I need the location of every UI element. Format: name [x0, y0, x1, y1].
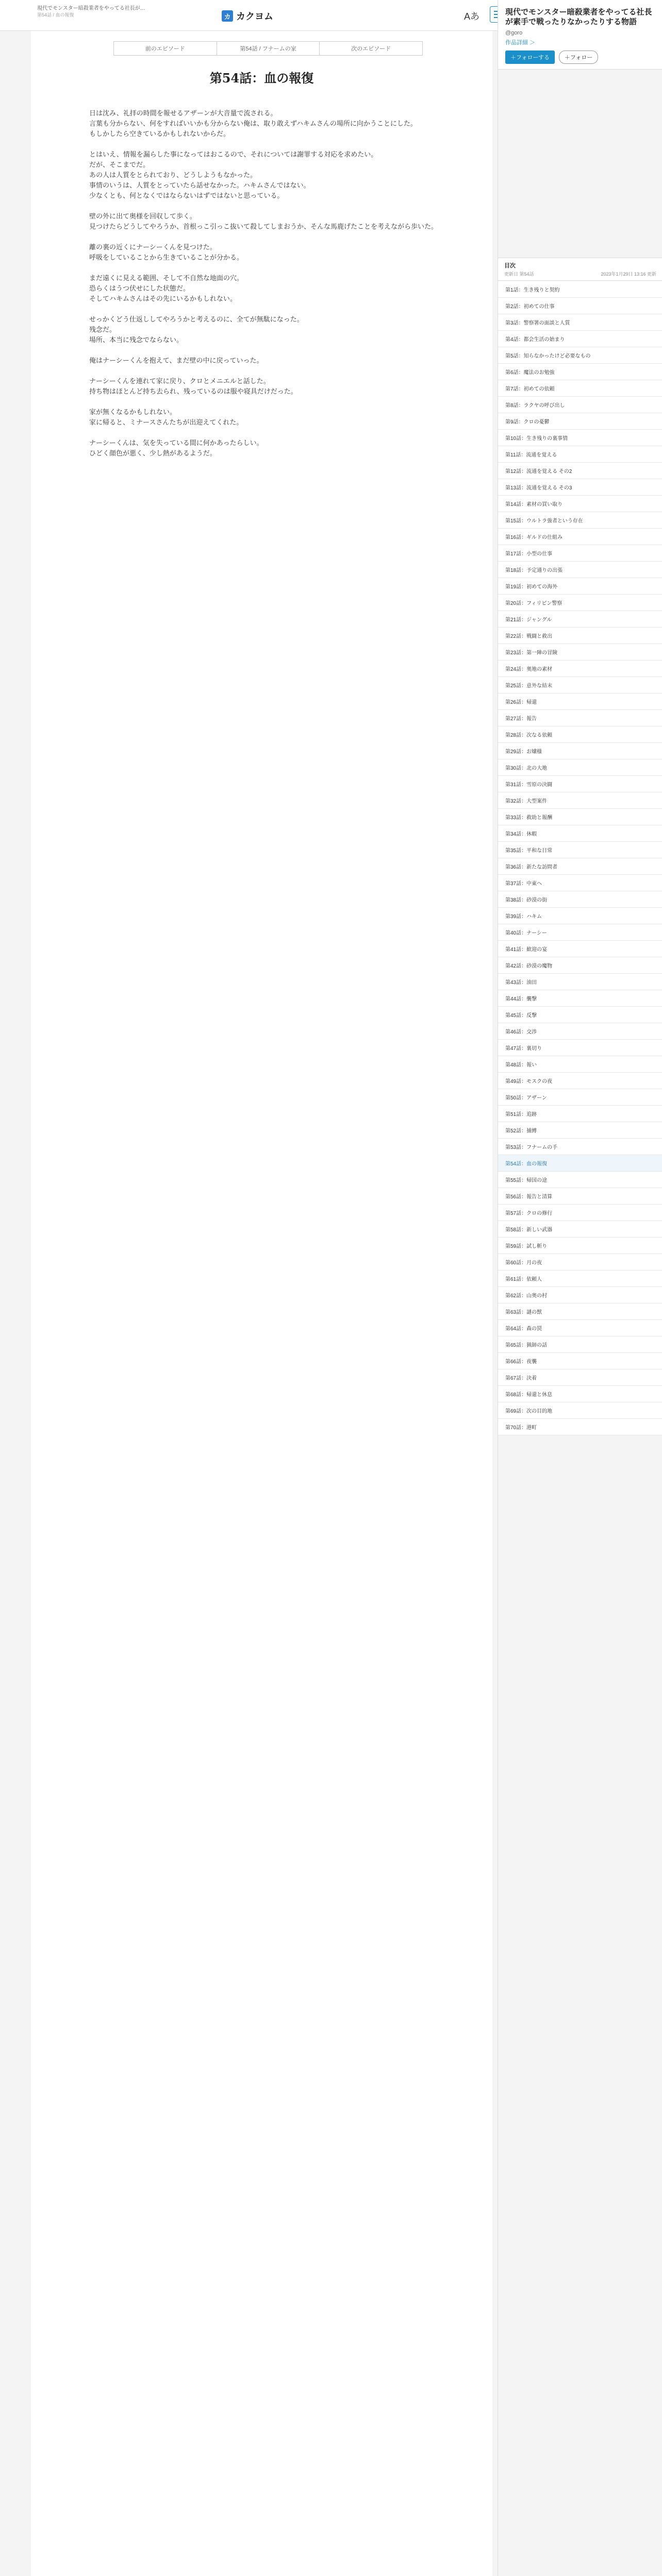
breadcrumb[interactable]	[37, 5, 181, 19]
toc-episode-link[interactable]: 第30話：北の大地	[498, 759, 662, 776]
body-paragraph: ナーシーくんは、気を失っている間に何かあったらしい。 ひどく顔色が悪く、少し熱があるようだ。	[89, 439, 263, 457]
body-paragraph: 家が無くなるかもしれない。 家に帰ると、ミナースさんたちが出迎えてくれた。	[89, 408, 243, 426]
toc-meta-left: 更新日 第54話	[504, 272, 534, 277]
toc-episode-link[interactable]: 第44話：襲撃	[498, 990, 662, 1007]
toc-episode-link[interactable]: 第15話：ウルトラ強者という存在	[498, 512, 662, 529]
toc-episode-link[interactable]: 第7話：初めての依頼	[498, 380, 662, 397]
follow-author-button[interactable]: ＋フォロー	[559, 50, 598, 64]
episode-body	[82, 108, 443, 469]
toc-episode-link[interactable]: 第61話：依頼人	[498, 1270, 662, 1287]
toc-episode-link[interactable]: 第46話：交渉	[498, 1023, 662, 1040]
toc-episode-link[interactable]: 第60話：月の夜	[498, 1254, 662, 1270]
toc-episode-link[interactable]: 第3話：警察署の面談と人質	[498, 314, 662, 331]
toc-episode-link[interactable]: 第9話：クロの憂鬱	[498, 413, 662, 430]
toc-episode-link[interactable]: 第4話：都会生活の始まり	[498, 331, 662, 347]
sidebar-header	[498, 0, 662, 70]
toc-episode-link[interactable]: 第8話：ラクヤの呼び出し	[498, 397, 662, 413]
toc-episode-link[interactable]: 第39話：ハキム	[498, 908, 662, 924]
toc-episode-link[interactable]: 第36話：新たな訪問者	[498, 858, 662, 875]
toc-episode-link[interactable]: 第29話：お嬢様	[498, 743, 662, 759]
prev-episode-link[interactable]: 前のエピソード	[114, 42, 217, 55]
toc-episode-link[interactable]: 第57話：クロの修行	[498, 1205, 662, 1221]
toc-episode-link[interactable]: 第12話：流通を覚える その2	[498, 463, 662, 479]
toc-episode-link[interactable]: 第66話：夜襲	[498, 1353, 662, 1369]
toc-episode-link[interactable]: 第1話：生き残りと契約	[498, 281, 662, 298]
toc-episode-link[interactable]: 第59話：試し斬り	[498, 1238, 662, 1254]
work-detail-link[interactable]: 作品詳細 ＞	[505, 40, 536, 46]
toc-episode-link[interactable]: 第23話：第一陣の冒険	[498, 644, 662, 660]
site-logo[interactable]	[222, 9, 273, 23]
episode-title: 第54話：血の報復	[209, 71, 314, 86]
toc-episode-link[interactable]: 第38話：砂漠の街	[498, 891, 662, 908]
toc-episode-link[interactable]: 第13話：流通を覚える その3	[498, 479, 662, 496]
toc-episode-link[interactable]: 第45話：反撃	[498, 1007, 662, 1023]
toc-episode-link[interactable]: 第27話：報告	[498, 710, 662, 726]
toc-episode-link[interactable]: 第47話：裏切り	[498, 1040, 662, 1056]
toc-header	[498, 258, 662, 281]
toc-episode-link[interactable]: 第10話：生き残りの裏事情	[498, 430, 662, 446]
toc-episode-link[interactable]: 第19話：初めての海外	[498, 578, 662, 595]
toc-episode-link[interactable]: 第51話：追跡	[498, 1106, 662, 1122]
breadcrumb-episode: 第54話 / 血の報復	[37, 12, 74, 18]
toc-episode-link[interactable]: 第70話：港町	[498, 1419, 662, 1435]
toc-episode-link[interactable]: 第65話：猟師の話	[498, 1336, 662, 1353]
body-paragraph: ナーシーくんを連れて家に戻り、クロとメニエルと話した。 持ち物はほとんど持ち去られ、残っているのは服や寝具だけだった。	[89, 377, 297, 395]
toc-episode-link[interactable]: 第28話：次なる依頼	[498, 726, 662, 743]
toc-episode-link[interactable]: 第2話：初めての仕事	[498, 298, 662, 314]
sidebar	[498, 0, 662, 2576]
author-name[interactable]: @goro	[505, 30, 523, 36]
toc-episode-link[interactable]: 第37話：中東へ	[498, 875, 662, 891]
toc-episode-link[interactable]: 第40話：ナーシー	[498, 924, 662, 941]
work-title[interactable]: 現代でモンスター暗殺業者をやってる社長が素手で戦ったりなかったりする物語	[505, 8, 652, 26]
toc-episode-link[interactable]: 第6話：魔法のお勉強	[498, 364, 662, 380]
toc-episode-link[interactable]: 第56話：報告と清算	[498, 1188, 662, 1205]
toc-episode-link[interactable]: 第11話：流通を覚える	[498, 446, 662, 463]
toc-episode-link[interactable]: 第18話：予定通りの出張	[498, 562, 662, 578]
toc-episode-link[interactable]: 第21話：ジャングル	[498, 611, 662, 628]
episode-pager	[113, 41, 423, 56]
toc-episode-link[interactable]: 第14話：素材の買い取り	[498, 496, 662, 512]
follow-work-button[interactable]: ＋フォローする	[505, 50, 555, 64]
body-paragraph: 日は沈み、礼拝の時間を報せるアザーンが大音量で流される。 言葉も分からない、何をすればいいかも分からない俺は、取り敢えずハキムさんの場所に向かうことにした。 もしかしたら空きているかもしれないからだ。	[89, 109, 417, 138]
toc-episode-link[interactable]: 第41話：歓迎の宴	[498, 941, 662, 957]
toc-episode-link[interactable]: 第5話：知らなかったけど必要なもの	[498, 347, 662, 364]
toc-episode-link[interactable]: 第50話：アザーン	[498, 1089, 662, 1106]
body-paragraph: 離の裏の近くにナーシーくんを見つけた。 呼吸をしていることから生きていることが分かる。	[89, 243, 244, 261]
toc-episode-link[interactable]: 第53話：フナームの手	[498, 1139, 662, 1155]
toc-episode-link[interactable]: 第17話：小型の仕事	[498, 545, 662, 562]
body-paragraph: せっかくどう仕返ししてやろうかと考えるのに、全てが無駄になった。 残念だ。 場所、本当に残念でならない。	[89, 315, 304, 344]
next-episode-link[interactable]: 次のエピソード	[351, 46, 391, 52]
episode-main	[31, 31, 492, 2576]
toc-episode-link[interactable]: 第69話：次の目的地	[498, 1402, 662, 1419]
toc-episode-link[interactable]: 第68話：帰還と休息	[498, 1386, 662, 1402]
kakuyomu-logo-icon: カ	[222, 10, 233, 22]
toc-episode-link[interactable]: 第16話：ギルドの仕組み	[498, 529, 662, 545]
toc-episode-link[interactable]: 第55話：帰国の途	[498, 1172, 662, 1188]
toc-episode-link[interactable]: 第31話：雪原の決闘	[498, 776, 662, 792]
toc-heading: 目次	[504, 263, 516, 269]
toc-episode-link[interactable]: 第67話：決着	[498, 1369, 662, 1386]
toc-episode-link[interactable]: 第42話：砂漠の魔物	[498, 957, 662, 974]
site-name: カクヨム	[236, 11, 273, 22]
toc-episode-link[interactable]: 第62話：山奥の村	[498, 1287, 662, 1303]
toc-episode-link[interactable]: 第32話：大型案件	[498, 792, 662, 809]
toc-episode-link[interactable]: 第34話：休暇	[498, 825, 662, 842]
toc-episode-link[interactable]: 第26話：帰還	[498, 693, 662, 710]
toc-episode-link[interactable]: 第25話：意外な結末	[498, 677, 662, 693]
toc-episode-link[interactable]: 第49話：モスクの夜	[498, 1073, 662, 1089]
toc-episode-link[interactable]: 第43話：油田	[498, 974, 662, 990]
toc-meta-right: 2023年1月29日 13:16 更新	[601, 272, 656, 277]
toc-episode-link[interactable]: 第54話：血の報復	[498, 1155, 662, 1172]
body-paragraph: 俺はナーシーくんを抱えて、まだ壁の中に戻っていった。	[82, 357, 263, 364]
body-paragraph: まだ遠くに見える範囲、そして不自然な地面の穴。 恐らくはうつ伏せにした状態だ。 そしてハキムさんはその先にいるかもしれない。	[89, 274, 244, 302]
toc-episode-link[interactable]: 第63話：謎の獣	[498, 1303, 662, 1320]
current-episode-link[interactable]: 第54話 / フナームの家	[217, 42, 320, 55]
font-size-toggle[interactable]: Aあ	[464, 11, 480, 22]
toc-episode-link[interactable]: 第24話：奥地の素材	[498, 660, 662, 677]
toc-episode-link[interactable]: 第58話：新しい武器	[498, 1221, 662, 1238]
toc-episode-link[interactable]: 第48話：報い	[498, 1056, 662, 1073]
toc-episode-link[interactable]: 第52話：捕縛	[498, 1122, 662, 1139]
breadcrumb-work-title[interactable]: 現代でモンスター暗殺業者をやってる社長が…	[37, 6, 145, 11]
body-paragraph: 壁の外に出て奥様を回収して歩く。 見つけたらどうしてやろうか、首根っこ引っこ抜いて殺してしまおうか、そんな馬鹿げたことを考えながら歩いた。	[89, 212, 438, 230]
toc-list	[498, 281, 662, 1435]
toc-episode-link[interactable]: 第64話：森の罠	[498, 1320, 662, 1336]
toc-episode-link[interactable]: 第35話：平和な日常	[498, 842, 662, 858]
toc-episode-link[interactable]: 第33話：救助と報酬	[498, 809, 662, 825]
toc-episode-link[interactable]: 第20話：フィリピン警察	[498, 595, 662, 611]
toc-episode-link[interactable]: 第22話：戦闘と救出	[498, 628, 662, 644]
body-paragraph: とはいえ、情報を漏らした事になってはおこるので、それについては謝罪する対応を求めたい。 だが、そこまでだ。 あの人は人質をとられており、どうしようもなかった。 事情のいうは、人質をとっていたら話せなかった。ハキムさんではない。 少なくとも、何となくではならないはずではないと思っている。	[89, 150, 378, 199]
